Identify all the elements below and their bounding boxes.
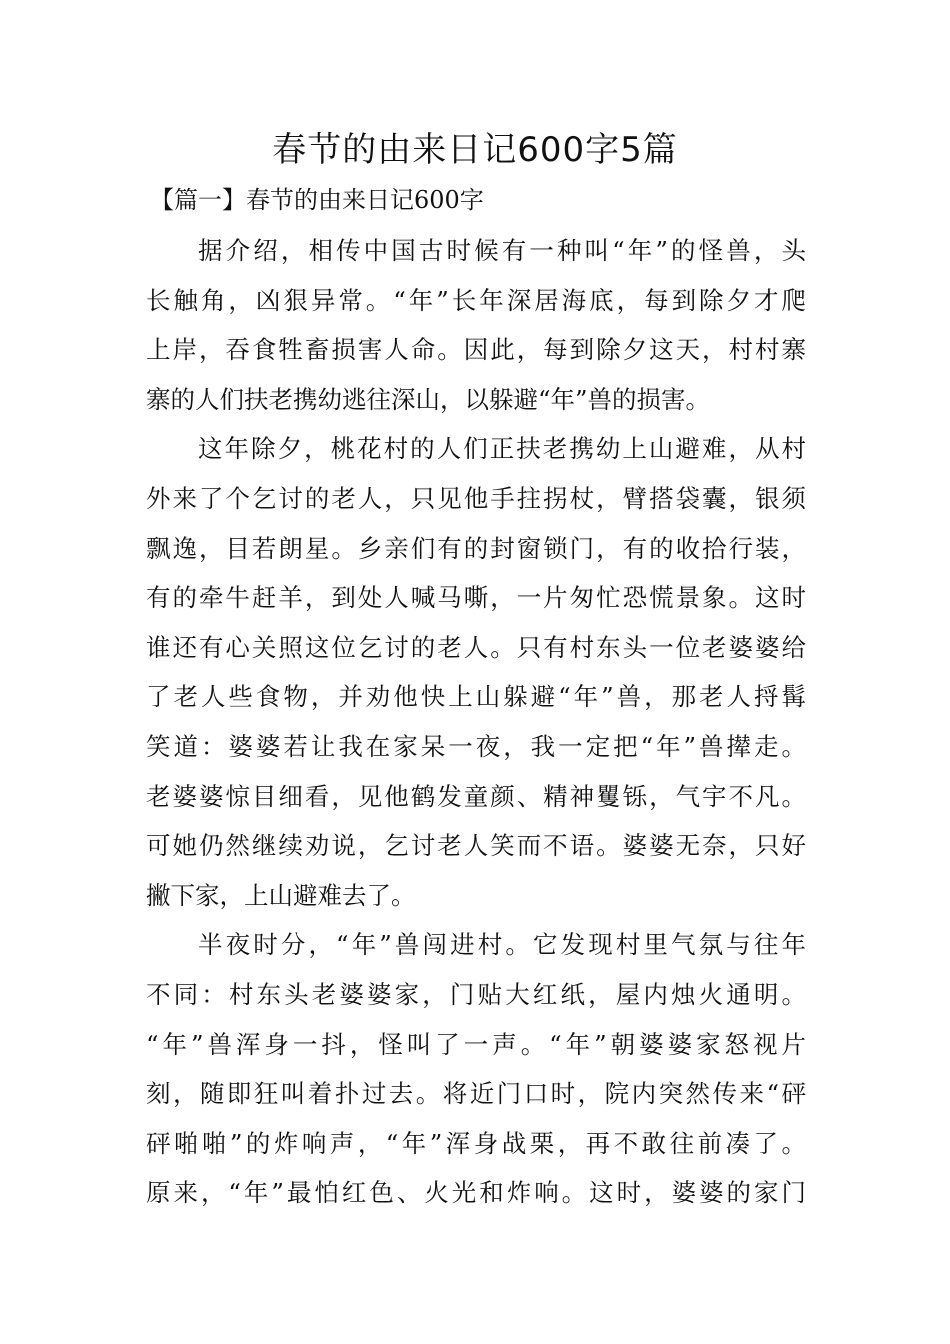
text-line: 寨的人们扶老携幼逃往深山，以躲避“年”兽的损害。 [146,384,711,414]
text-line: “年”兽浑身一抖，怪叫了一声。“年”朝婆婆家怒视片 [146,1029,806,1059]
text-line: 不同：村东头老婆婆家，门贴大红纸，屋内烛火通明。 [146,979,806,1009]
text-line: 刻，随即狂叫着扑过去。将近门口时，院内突然传来“砰 [146,1079,806,1109]
text-line: 有的牵牛赶羊，到处人喊马嘶，一片匆忙恐慌景象。这时 [146,583,806,613]
text-line: 上岸，吞食牲畜损害人命。因此，每到除夕这天，村村寨 [146,335,806,365]
text-line: 原来，“年”最怕红色、火光和炸响。这时，婆婆的家门 [146,1178,806,1208]
body-text [146,226,806,1218]
text-line: 半夜时分，“年”兽闯进村。它发现村里气氛与往年 [198,930,806,960]
section-heading: 【篇一】春节的由来日记600字 [150,186,484,214]
document-title: 春节的由来日记600字5篇 [272,130,678,170]
text-line: 谁还有心关照这位乞讨的老人。只有村东头一位老婆婆给 [146,632,806,662]
text-line: 据介绍，相传中国古时候有一种叫“年”的怪兽，头 [198,236,806,265]
text-line: 了老人些食物，并劝他快上山躲避“年”兽，那老人捋髯 [146,682,806,712]
text-line: 外来了个乞讨的老人，只见他手拄拐杖，臂搭袋囊，银须 [146,483,806,513]
text-line: 老婆婆惊目细看，见他鹤发童颜、精神矍铄，气宇不凡。 [146,781,806,811]
text-line: 笑道：婆婆若让我在家呆一夜，我一定把“年”兽撵走。 [146,731,806,761]
text-line: 长触角，凶狠异常。“年”长年深居海底，每到除夕才爬 [146,285,806,315]
text-line: 可她仍然继续劝说，乞讨老人笑而不语。婆婆无奈，只好 [146,831,806,861]
text-line: 砰啪啪”的炸响声，“年”浑身战栗，再不敢往前凑了。 [146,1128,806,1158]
text-line: 撇下家，上山避难去了。 [146,880,416,910]
text-line: 飘逸，目若朗星。乡亲们有的封窗锁门，有的收拾行装， [146,533,806,563]
text-line: 这年除夕，桃花村的人们正扶老携幼上山避难，从村 [198,434,806,464]
